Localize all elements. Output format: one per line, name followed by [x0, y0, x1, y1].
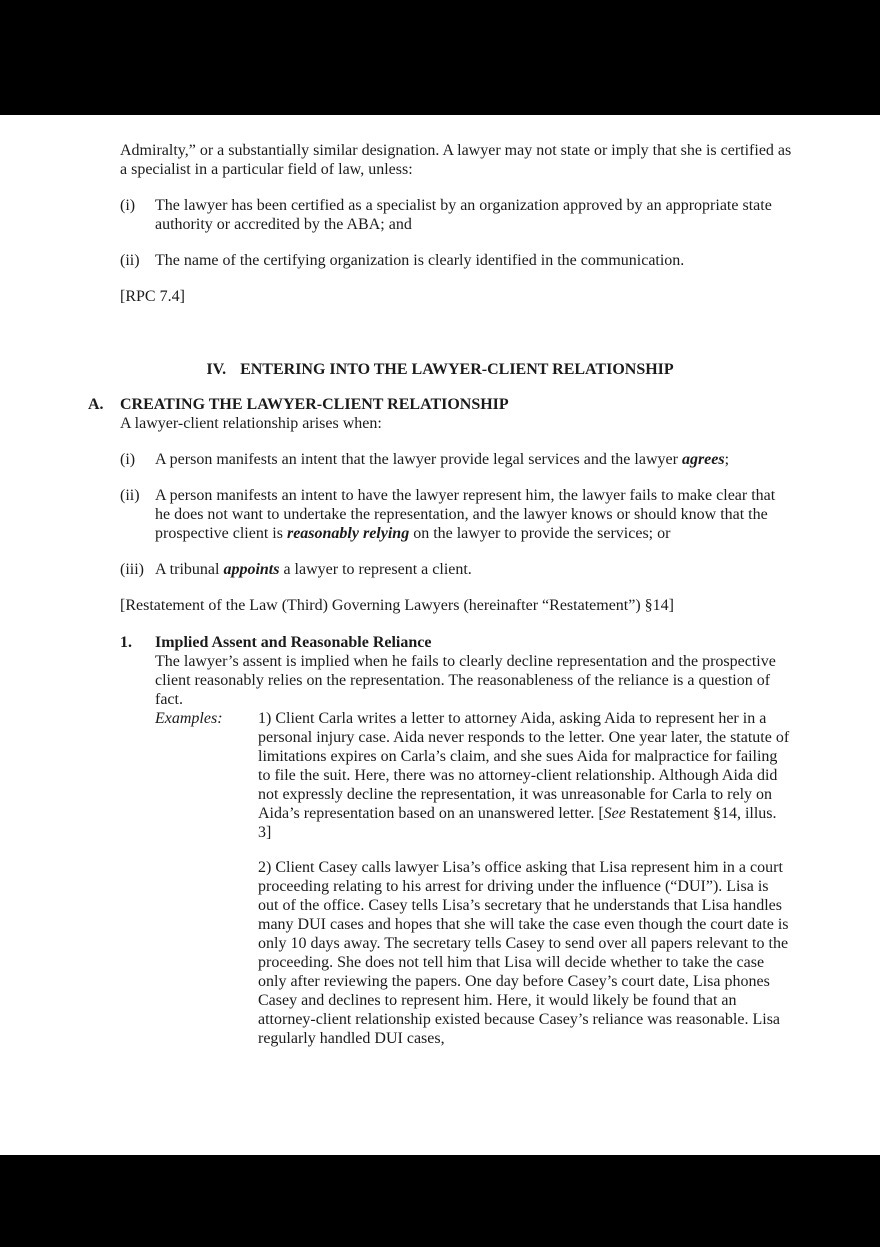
list-marker: (i) [120, 451, 136, 468]
cert-list-item-ii [120, 251, 792, 270]
subsection-number: 1. [120, 634, 132, 651]
subsection-1-body: The lawyer’s assent is implied when he fails to clearly decline representation and the prospective client reasonably relies on the representation. The reasonableness of the reliance is a question of fact. [155, 653, 776, 708]
list-text: The lawyer has been certified as a specialist by an organization approved by an appropriate state authority or accredited by the ABA; and [155, 197, 772, 233]
subsection-1 [120, 633, 792, 1048]
examples-column [258, 709, 792, 1048]
subsection-1-heading [120, 633, 792, 652]
list-text: A tribunal appoints a lawyer to represent a client. [155, 561, 472, 578]
list-marker: (i) [120, 197, 136, 214]
part-a-item-ii [120, 486, 792, 543]
cert-list-item-i [120, 196, 792, 234]
example-2: 2) Client Casey calls lawyer Lisa’s office asking that Lisa represent him in a court proceeding relating to his arrest for driving under the influence (“DUI”). Lisa is out of the office. Casey tells Lisa’s secretary that he understands that Lisa handles many DUI cases and hopes that she will take the case even though the court date is only 10 days away. The secretary tells Casey to send over all papers relevant to the proceeding. She does not tell him that Lisa will decide whether to take the case only after reviewing the papers. One day before Casey’s court date, Lisa phones Casey and declines to represent him. Here, it would likely be found that an attorney-client relationship existed because Casey’s reliance was reasonable. Lisa regularly handled DUI cases, [258, 859, 789, 1047]
list-text: The name of the certifying organization is clearly identified in the communication. [155, 252, 685, 269]
emphasis-term: reasonably relying [286, 525, 410, 542]
part-a-item-i [120, 450, 792, 469]
section-iv-heading [88, 360, 792, 379]
example-1: 1) Client Carla writes a letter to attorney Aida, asking Aida to represent her in a personal injury case. Aida never responds to the letter. One year later, the statute of limitations expires on Carla’s claim, and she sues Aida for malpractice for failing to file the suit. Here, there was no attorney-client relationship. Although Aida did not expressly decline the representation, it was unreasonable for Carla to rely on Aida’s representation based on an unanswered letter. [See Restatement §14, illus. 3] [258, 710, 790, 841]
part-a-lead: A lawyer-client relationship arises when: [120, 415, 382, 432]
list-text: A person manifests an intent to have the lawyer represent him, the lawyer fails to make clear that he does not want to undertake the representation, and the lawyer knows or should know that the prospective client is reasonably relying on the lawyer to provide the services; or [155, 487, 776, 542]
emphasis-term: agrees [681, 451, 725, 468]
restatement-citation: [Restatement of the Law (Third) Governing Lawyers (hereinafter “Restatement”) §14] [120, 597, 674, 614]
section-title: ENTERING INTO THE LAWYER-CLIENT RELATIONSHIP [240, 361, 674, 378]
emphasis-term: appoints [223, 561, 280, 578]
rpc-citation: [RPC 7.4] [120, 288, 185, 305]
examples-block [155, 709, 792, 1048]
part-marker: A. [88, 396, 104, 413]
list-marker: (ii) [120, 487, 140, 504]
see-reference: See [603, 805, 626, 822]
part-a-item-iii [120, 560, 792, 579]
list-marker: (iii) [120, 561, 144, 578]
part-title: CREATING THE LAWYER-CLIENT RELATIONSHIP [120, 396, 509, 413]
part-a-heading [88, 395, 792, 414]
examples-label: Examples: [155, 710, 223, 727]
list-marker: (ii) [120, 252, 140, 269]
subsection-title: Implied Assent and Reasonable Reliance [155, 634, 432, 651]
list-text: A person manifests an intent that the lawyer provide legal services and the lawyer agrees; [155, 451, 730, 468]
section-number: IV. [206, 361, 227, 378]
intro-paragraph: Admiralty,” or a substantially similar designation. A lawyer may not state or imply that she is certified as a specialist in a particular field of law, unless: [120, 142, 792, 178]
document-page [0, 115, 880, 1155]
